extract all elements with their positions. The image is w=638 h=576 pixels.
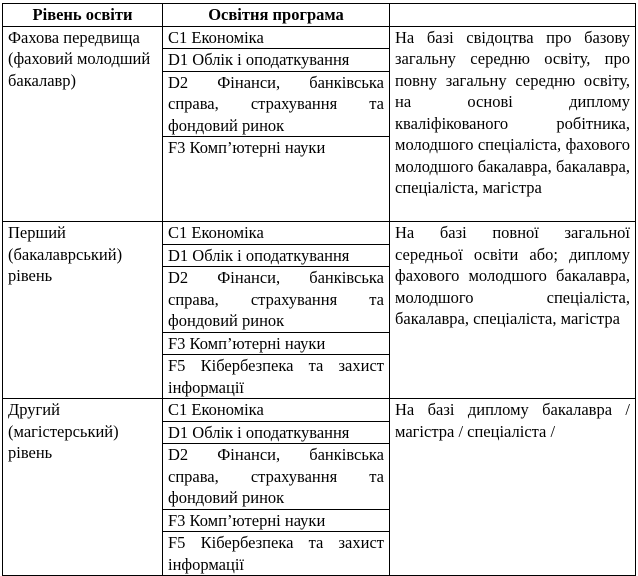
basis-cell: На базі повної загальної середньої освіти або; диплому фахового молодшого бакалавра, молодшого спеціаліста, бакалавра, спеціаліста, магістра <box>390 222 636 399</box>
education-levels-table <box>2 3 636 576</box>
header-row <box>3 4 636 27</box>
program-cell: F3 Комп’ютерні науки <box>163 137 390 222</box>
education-table-container <box>2 3 635 576</box>
program-cell: D1 Облік і оподаткування <box>163 421 390 444</box>
header-basis <box>390 4 636 27</box>
header-level: Рівень освіти <box>3 4 163 27</box>
program-cell: F5 Кібербезпека та захист інформації <box>163 355 390 399</box>
program-cell: F3 Комп’ютерні науки <box>163 509 390 532</box>
program-cell: C1 Економіка <box>163 26 390 49</box>
table-row <box>3 222 636 245</box>
basis-cell: На базі свідоцтва про базову загальну середню освіту, про повну загальну середню освіту, на основі диплому кваліфікованого робітника, молодшого спеціаліста, фахового молодшого бакалавра, бакалавра, спеціаліста, магістра <box>390 26 636 222</box>
program-cell: D2 Фінанси, банківська справа, страхування та фондовий ринок <box>163 71 390 137</box>
level-cell: Фахова передвища (фаховий молодший бакалавр) <box>3 26 163 222</box>
level-cell: Другий (магістерський) рівень <box>3 399 163 576</box>
program-cell: C1 Економіка <box>163 222 390 245</box>
program-cell: F3 Комп’ютерні науки <box>163 332 390 355</box>
program-cell: C1 Економіка <box>163 399 390 422</box>
level-cell: Перший (бакалаврський) рівень <box>3 222 163 399</box>
program-cell: D2 Фінанси, банківська справа, страхування та фондовий ринок <box>163 444 390 510</box>
header-program: Освітня програма <box>163 4 390 27</box>
table-row <box>3 399 636 422</box>
program-cell: F5 Кібербезпека та захист інформації <box>163 532 390 576</box>
program-cell: D2 Фінанси, банківська справа, страхування та фондовий ринок <box>163 267 390 333</box>
basis-cell: На базі диплому бакалавра / магістра / спеціаліста / <box>390 399 636 576</box>
program-cell: D1 Облік і оподаткування <box>163 244 390 267</box>
program-cell: D1 Облік і оподаткування <box>163 49 390 72</box>
table-row <box>3 26 636 49</box>
